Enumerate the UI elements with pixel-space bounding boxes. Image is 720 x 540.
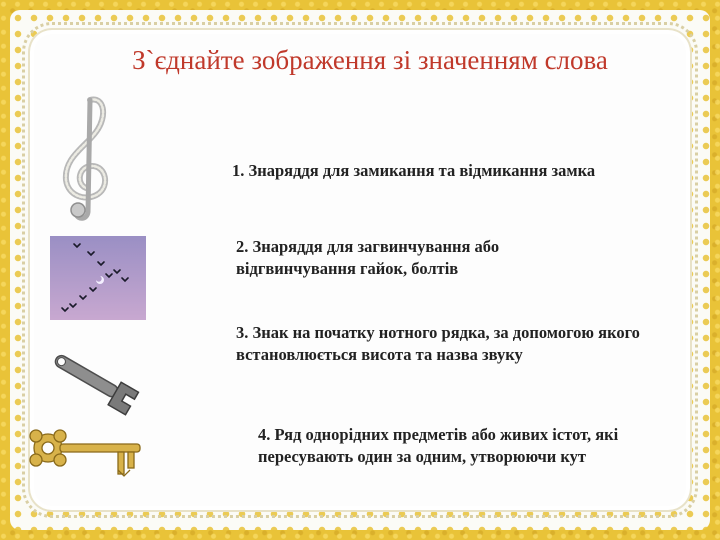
slide-title: З`єднайте зображення зі значенням слова	[132, 45, 608, 75]
bird-flock-icon	[50, 236, 146, 320]
key-icon	[26, 418, 148, 488]
treble-clef-icon	[52, 92, 124, 224]
definition-item-2: 2. Знаряддя для загвинчування або відгвинчування гайок, болтів	[236, 237, 500, 278]
definition-item-3: 3. Знак на початку нотного рядка, за допомогою якого встановлюється висота та назва звуку	[236, 323, 640, 364]
wrench-icon	[40, 338, 146, 424]
definition-item-4: 4. Ряд однорідних предметів або живих істот, які пересувають один за одним, утворюючи кут	[258, 425, 619, 466]
definition-item-1: 1. Знаряддя для замикання та відмикання замка	[232, 161, 596, 180]
